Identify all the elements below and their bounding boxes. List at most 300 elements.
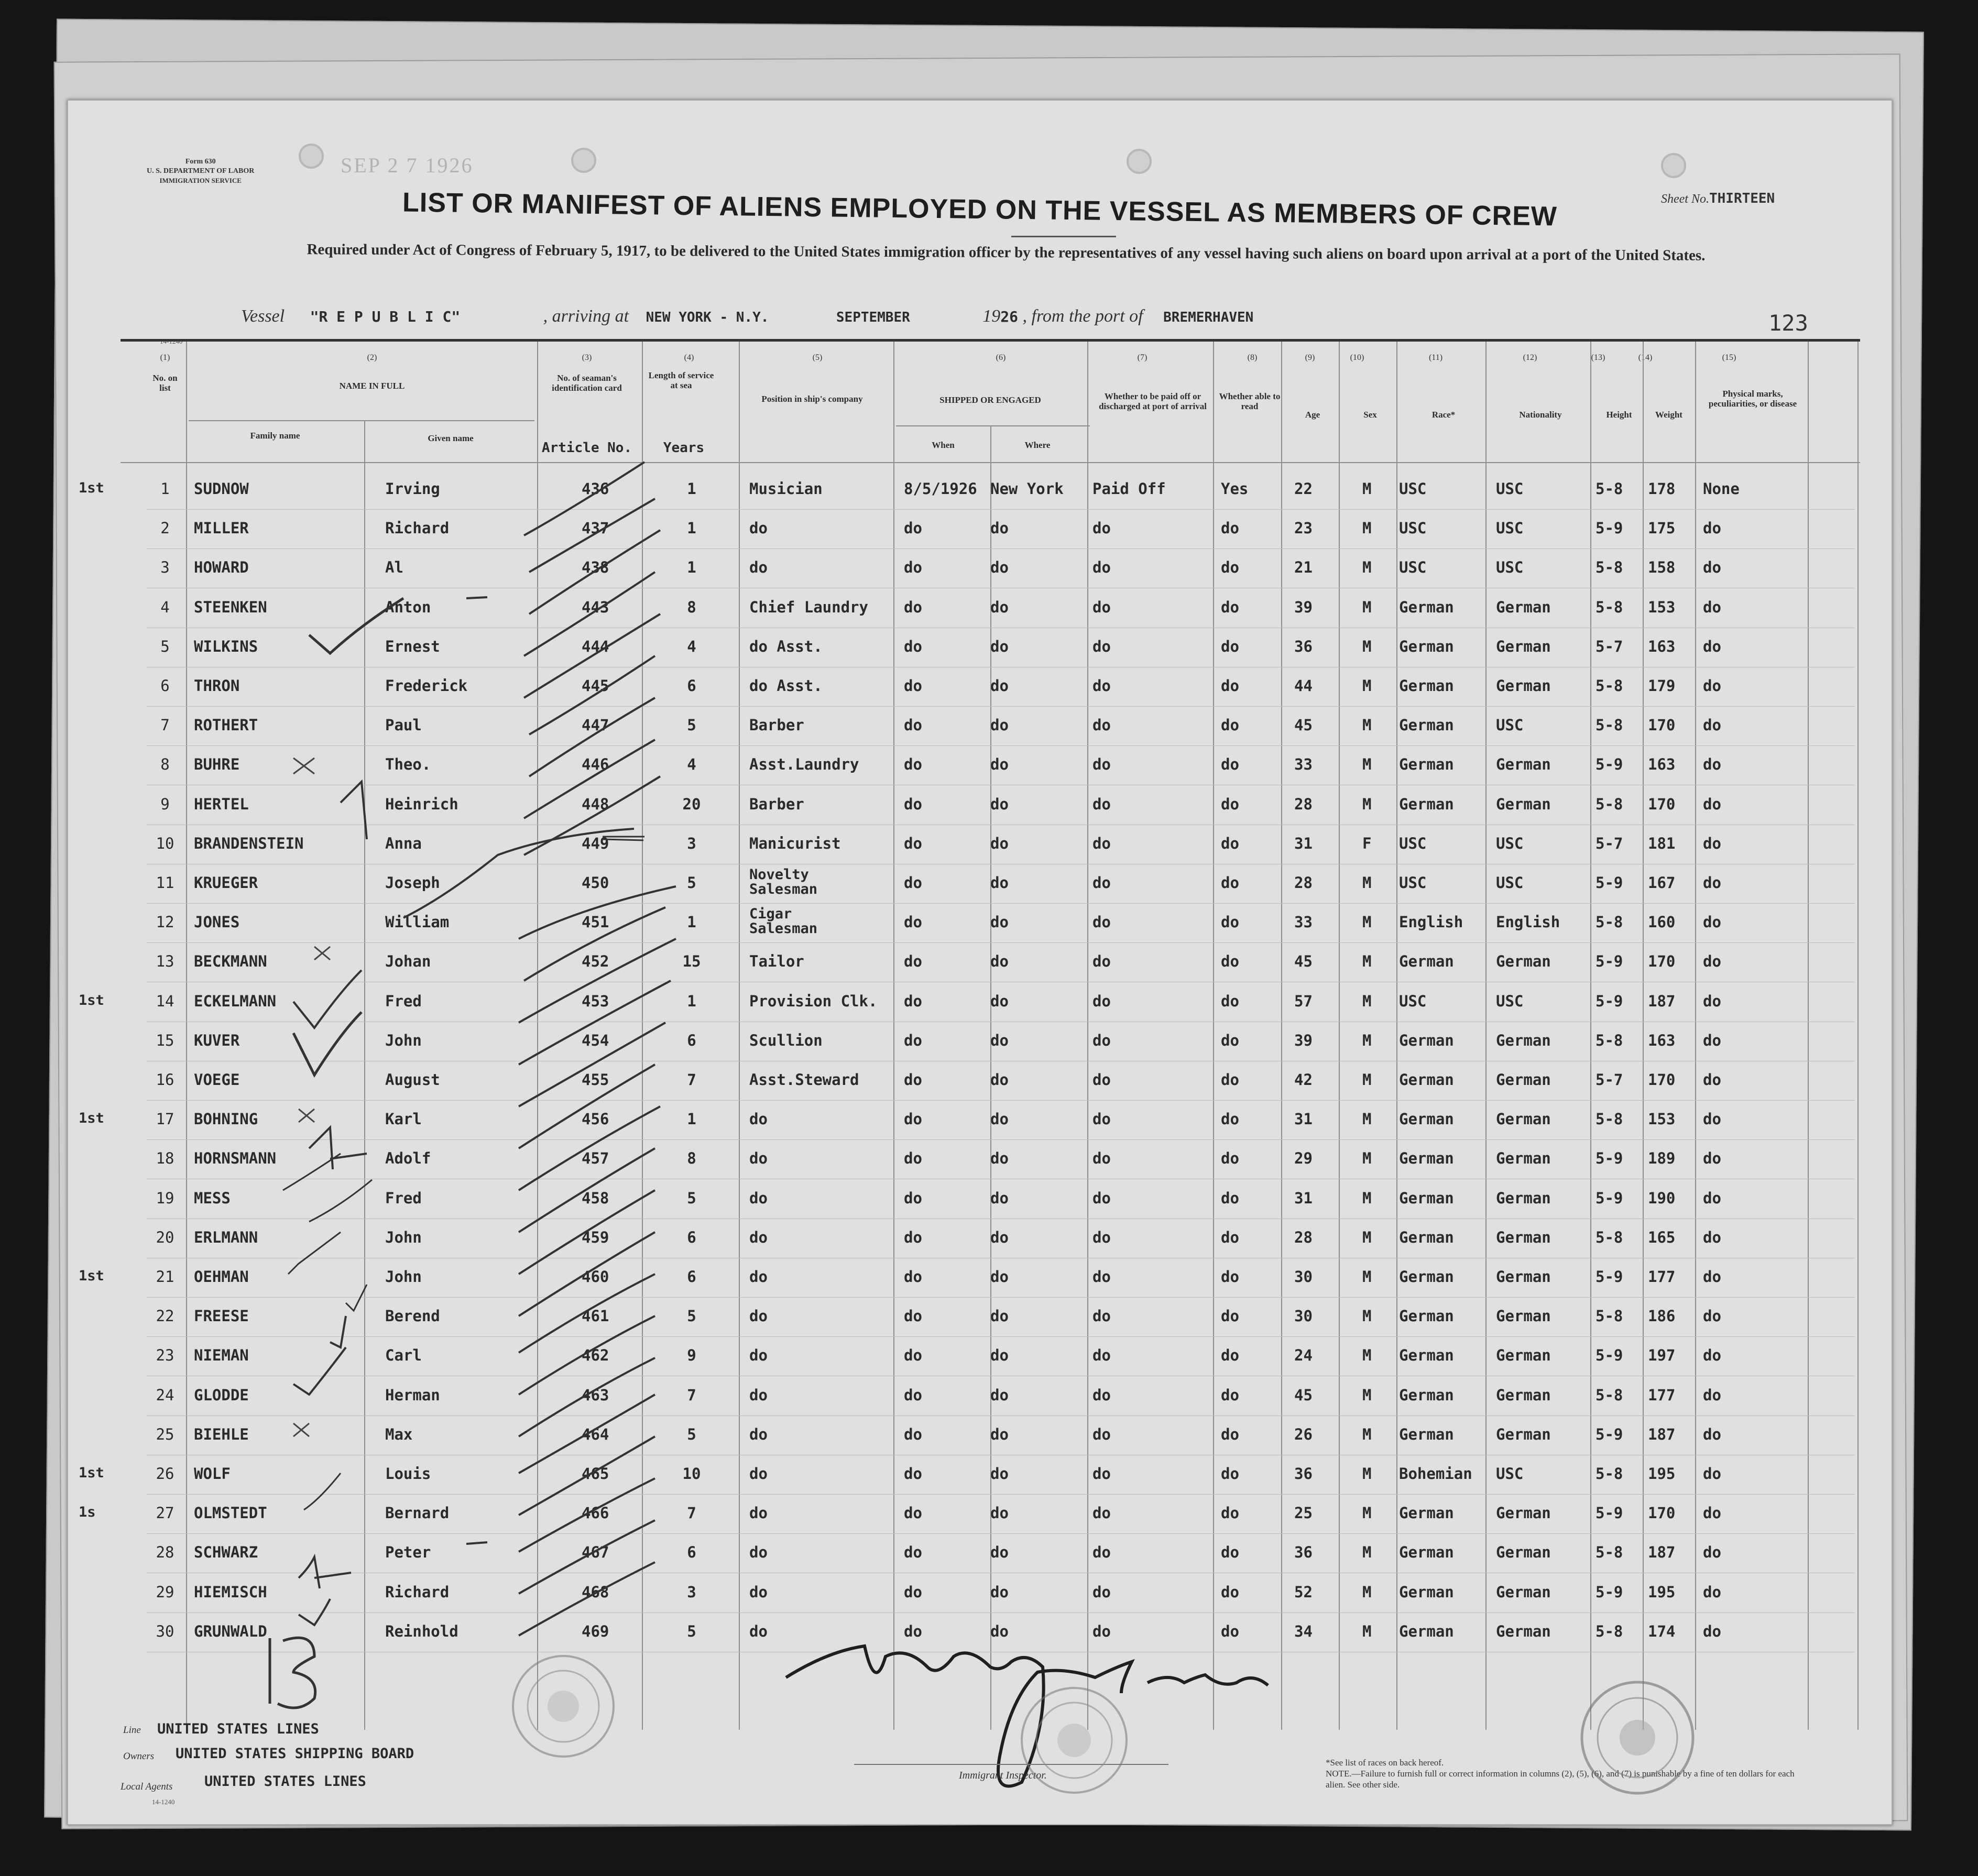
cell-physical: do (1703, 519, 1721, 537)
cell-height: 5-8 (1595, 1228, 1623, 1246)
cell-position: do (749, 1346, 768, 1365)
cell-given: Anna (385, 834, 422, 852)
cell-paid: do (1092, 1543, 1111, 1562)
cell-when: do (904, 1071, 922, 1089)
cell-age: 23 (1294, 519, 1313, 537)
cell-class: 1st (79, 1465, 104, 1481)
cell-physical: do (1703, 874, 1721, 892)
cell-class: 1st (79, 1110, 104, 1127)
cell-physical: do (1703, 1071, 1721, 1089)
column-number: (7) (1137, 353, 1148, 362)
cell-physical: do (1703, 1346, 1721, 1365)
cell-nationality: USC (1496, 519, 1524, 537)
cell-physical: None (1703, 480, 1740, 498)
cell-no: 27 (156, 1504, 174, 1522)
cell-where: do (990, 913, 1009, 931)
cell-given: William (385, 913, 450, 931)
cell-article: 459 (582, 1228, 609, 1246)
header-given-name: Given name (428, 433, 474, 443)
cell-family: WILKINS (194, 637, 258, 655)
cell-class: 1st (79, 1268, 104, 1284)
cell-race: USC (1399, 874, 1427, 892)
cell-sex: M (1362, 1071, 1372, 1089)
cell-nationality: USC (1496, 558, 1524, 577)
cell-physical: do (1703, 952, 1721, 971)
cell-age: 26 (1294, 1425, 1313, 1443)
cell-weight: 170 (1648, 1071, 1676, 1089)
cell-nationality: German (1496, 795, 1551, 813)
agents-value: UNITED STATES LINES (204, 1773, 366, 1790)
cell-family: ROTHERT (194, 716, 258, 734)
cell-physical: do (1703, 1425, 1721, 1443)
cell-paid: do (1092, 1228, 1111, 1246)
header-family-name: Family name (250, 431, 300, 441)
cell-weight: 160 (1648, 913, 1676, 931)
cell-age: 39 (1294, 598, 1313, 616)
header-sex: Sex (1363, 410, 1377, 420)
cell-where: do (990, 1189, 1009, 1207)
cell-race: USC (1399, 480, 1427, 498)
sheet-label: Sheet No. (1661, 192, 1709, 206)
cell-years: 8 (687, 1149, 696, 1168)
cell-weight: 177 (1648, 1268, 1676, 1286)
cell-race: German (1399, 1307, 1454, 1325)
header-length-service: Length of service at sea (648, 370, 714, 390)
cell-physical: do (1703, 755, 1721, 774)
cell-read: do (1221, 1189, 1239, 1207)
cell-article: 445 (582, 677, 609, 695)
cell-years: 5 (687, 716, 696, 734)
cell-race: German (1399, 1425, 1454, 1443)
cell-sex: M (1362, 1543, 1372, 1562)
cell-nationality: USC (1496, 480, 1524, 498)
cell-sex: M (1362, 1228, 1372, 1246)
cell-read: do (1221, 795, 1239, 813)
cell-family: ECKELMANN (194, 992, 277, 1010)
cell-article: 443 (582, 598, 609, 616)
cell-class: 1s (79, 1504, 96, 1521)
cell-age: 42 (1294, 1071, 1313, 1089)
cell-age: 45 (1294, 952, 1313, 971)
cell-paid: do (1092, 1268, 1111, 1286)
cell-nationality: German (1496, 1110, 1551, 1128)
cell-given: Irving (385, 480, 440, 498)
cell-physical: do (1703, 637, 1721, 655)
cell-race: German (1399, 1110, 1454, 1128)
cell-nationality: German (1496, 1189, 1551, 1207)
cell-read: do (1221, 834, 1239, 852)
cell-race: USC (1399, 834, 1427, 852)
header-name-in-full: NAME IN FULL (339, 381, 405, 391)
cell-read: do (1221, 1583, 1239, 1601)
cell-article: 437 (582, 519, 609, 537)
cell-years: 1 (687, 992, 696, 1010)
cell-given: Theo. (385, 755, 431, 774)
cell-position: do (749, 1149, 768, 1168)
cell-nationality: USC (1496, 992, 1524, 1010)
cell-position: do (749, 1268, 768, 1286)
owners-value: UNITED STATES SHIPPING BOARD (176, 1746, 414, 1762)
cell-weight: 153 (1648, 1110, 1676, 1128)
cell-position: Tailor (749, 952, 804, 971)
cell-no: 12 (156, 913, 174, 931)
cell-height: 5-9 (1595, 1268, 1623, 1286)
cell-nationality: German (1496, 598, 1551, 616)
cell-when: do (904, 913, 922, 931)
cell-article: 463 (582, 1386, 609, 1404)
cell-read: do (1221, 1543, 1239, 1562)
sheet-value: THIRTEEN (1709, 191, 1775, 206)
cell-given: Richard (385, 519, 450, 537)
owners-label: Owners (123, 1751, 155, 1762)
cell-article: 457 (582, 1149, 609, 1168)
cell-article: 461 (582, 1307, 609, 1325)
cell-weight: 163 (1648, 1031, 1676, 1049)
cell-article: 451 (582, 913, 609, 931)
cell-no: 1 (160, 480, 170, 498)
cell-years: 6 (687, 1031, 696, 1049)
cell-nationality: German (1496, 1386, 1551, 1404)
cell-paid: do (1092, 952, 1111, 971)
cell-position: do (749, 519, 768, 537)
column-number: (1) (160, 353, 170, 362)
cell-paid: do (1092, 677, 1111, 695)
cell-given: August (385, 1071, 440, 1089)
cell-given: Max (385, 1425, 413, 1443)
cell-nationality: German (1496, 1268, 1551, 1286)
cell-family: BECKMANN (194, 952, 267, 971)
cell-race: German (1399, 1504, 1454, 1522)
cell-article: 469 (582, 1622, 609, 1640)
cell-family: BRANDENSTEIN (194, 834, 304, 852)
cell-read: do (1221, 1622, 1239, 1640)
cell-sex: M (1362, 677, 1372, 695)
column-number: (4) (684, 353, 694, 362)
cell-read: do (1221, 1031, 1239, 1049)
cell-read: do (1221, 558, 1239, 577)
cell-weight: 195 (1648, 1583, 1676, 1601)
column-number: (9) (1305, 353, 1315, 362)
column-number: (5) (812, 353, 823, 362)
cell-no: 16 (156, 1071, 174, 1089)
cell-no: 24 (156, 1386, 174, 1404)
cell-sex: M (1362, 992, 1372, 1010)
cell-when: do (904, 1386, 922, 1404)
cell-nationality: German (1496, 1622, 1551, 1640)
failure-note: NOTE.—Failure to furnish full or correct information in columns (2), (5), (6), and (7) is punishable by a fine of ten dollars for each alien. See other side. (1326, 1769, 1795, 1790)
cell-given: Anton (385, 598, 431, 616)
cell-age: 36 (1294, 637, 1313, 655)
cell-weight: 170 (1648, 952, 1676, 971)
handwritten-marks (68, 101, 1892, 1824)
cell-years: 1 (687, 913, 696, 931)
cell-no: 26 (156, 1465, 174, 1483)
cell-race: German (1399, 716, 1454, 734)
cell-when: do (904, 1189, 922, 1207)
header-age: Age (1305, 410, 1320, 420)
cell-when: do (904, 637, 922, 655)
cell-where: do (990, 677, 1009, 695)
cell-years: 1 (687, 480, 696, 498)
cell-nationality: USC (1496, 874, 1524, 892)
consulate-seal (508, 1651, 618, 1761)
cell-when: do (904, 1268, 922, 1286)
cell-physical: do (1703, 598, 1721, 616)
cell-paid: do (1092, 834, 1111, 852)
cell-read: do (1221, 913, 1239, 931)
vessel-label: Vessel (241, 306, 285, 326)
cell-no: 10 (156, 834, 174, 852)
cell-nationality: German (1496, 1583, 1551, 1601)
cell-read: do (1221, 755, 1239, 774)
cell-where: do (990, 1465, 1009, 1483)
cell-weight: 187 (1648, 1425, 1676, 1443)
cell-race: Bohemian (1399, 1465, 1472, 1483)
cell-weight: 179 (1648, 677, 1676, 695)
cell-height: 5-8 (1595, 913, 1623, 931)
header-where: Where (1024, 440, 1051, 450)
cell-race: German (1399, 1583, 1454, 1601)
cell-years: 20 (682, 795, 701, 813)
cell-no: 5 (160, 637, 170, 655)
cell-given: Joseph (385, 874, 440, 892)
cell-weight: 181 (1648, 834, 1676, 852)
cell-read: do (1221, 1346, 1239, 1365)
cell-read: do (1221, 677, 1239, 695)
consulate-seal (1017, 1683, 1132, 1798)
cell-no: 18 (156, 1149, 174, 1168)
cell-no: 6 (160, 677, 170, 695)
cell-read: do (1221, 1071, 1239, 1089)
cell-family: GRUNWALD (194, 1622, 267, 1640)
cell-where: do (990, 1228, 1009, 1246)
cell-no: 23 (156, 1346, 174, 1365)
cell-nationality: German (1496, 677, 1551, 695)
cell-height: 5-8 (1595, 1465, 1623, 1483)
cell-article: 462 (582, 1346, 609, 1365)
cell-age: 33 (1294, 755, 1313, 774)
cell-height: 5-8 (1595, 1110, 1623, 1128)
cell-position: Provision Clk. (749, 992, 878, 1010)
cell-read: do (1221, 1504, 1239, 1522)
cell-age: 28 (1294, 874, 1313, 892)
cell-read: do (1221, 1228, 1239, 1246)
cell-physical: do (1703, 1149, 1721, 1168)
cell-weight: 170 (1648, 1504, 1676, 1522)
cell-given: Richard (385, 1583, 450, 1601)
cell-paid: do (1092, 598, 1111, 616)
cell-sex: M (1362, 637, 1372, 655)
cell-read: Yes (1221, 480, 1249, 498)
vessel-name: "R E P U B L I C" (310, 308, 461, 325)
cell-when: do (904, 952, 922, 971)
cell-family: ERLMANN (194, 1228, 258, 1246)
cell-height: 5-8 (1595, 1031, 1623, 1049)
cell-no: 19 (156, 1189, 174, 1207)
cell-nationality: English (1496, 913, 1560, 931)
cell-read: do (1221, 637, 1239, 655)
cell-read: do (1221, 1268, 1239, 1286)
cell-weight: 163 (1648, 637, 1676, 655)
cell-race: German (1399, 1071, 1454, 1089)
cell-read: do (1221, 1307, 1239, 1325)
cell-race: German (1399, 637, 1454, 655)
cell-position: do (749, 1622, 768, 1640)
cell-physical: do (1703, 1189, 1721, 1207)
cell-sex: M (1362, 1386, 1372, 1404)
cell-sex: M (1362, 598, 1372, 616)
cell-no: 7 (160, 716, 170, 734)
cell-where: do (990, 598, 1009, 616)
from-label: , from the port of (1022, 306, 1143, 326)
cell-nationality: German (1496, 952, 1551, 971)
cell-paid: do (1092, 637, 1111, 655)
cell-years: 10 (682, 1465, 701, 1483)
cell-height: 5-8 (1595, 677, 1623, 695)
cell-read: do (1221, 1386, 1239, 1404)
cell-article: 455 (582, 1071, 609, 1089)
cell-where: do (990, 558, 1009, 577)
cell-years: 6 (687, 677, 696, 695)
header-shipped-engaged: SHIPPED OR ENGAGED (939, 395, 1041, 405)
cell-article: 444 (582, 637, 609, 655)
cell-years: 6 (687, 1268, 696, 1286)
cell-when: do (904, 1425, 922, 1443)
cell-sex: M (1362, 1149, 1372, 1168)
cell-weight: 158 (1648, 558, 1676, 577)
cell-years: 5 (687, 1307, 696, 1325)
cell-where: New York (990, 480, 1064, 498)
header-race: Race* (1431, 410, 1456, 420)
cell-position: do (749, 1189, 768, 1207)
cell-physical: do (1703, 558, 1721, 577)
cell-race: USC (1399, 519, 1427, 537)
inspector-label: Immigrant Inspector. (959, 1770, 1047, 1781)
cell-years: 1 (687, 519, 696, 537)
year-prefix: 19 (982, 306, 1001, 326)
line-label: Line (123, 1725, 141, 1736)
cell-class: 1st (79, 480, 104, 496)
cell-race: German (1399, 1149, 1454, 1168)
cell-sex: M (1362, 558, 1372, 577)
cell-when: do (904, 519, 922, 537)
cell-sex: M (1362, 1189, 1372, 1207)
cell-family: JONES (194, 913, 240, 931)
year-suffix: 26 (1000, 308, 1018, 325)
cell-age: 36 (1294, 1543, 1313, 1562)
cell-age: 22 (1294, 480, 1313, 498)
cell-paid: do (1092, 1583, 1111, 1601)
cell-height: 5-9 (1595, 755, 1623, 774)
cell-family: WOLF (194, 1465, 231, 1483)
form-code: 14-1240 (160, 337, 183, 345)
cell-where: do (990, 1110, 1009, 1128)
cell-article: 446 (582, 755, 609, 774)
cell-paid: do (1092, 1504, 1111, 1522)
cell-paid: do (1092, 1031, 1111, 1049)
cell-where: do (990, 1504, 1009, 1522)
cell-position: Cigar Salesman (749, 906, 818, 937)
cell-height: 5-8 (1595, 1622, 1623, 1640)
cell-no: 30 (156, 1622, 174, 1640)
cell-race: German (1399, 952, 1454, 971)
cell-when: do (904, 1622, 922, 1640)
cell-given: Karl (385, 1110, 422, 1128)
cell-given: Berend (385, 1307, 440, 1325)
department: U. S. DEPARTMENT OF LABOR (147, 167, 255, 175)
cell-age: 33 (1294, 913, 1313, 931)
cell-weight: 165 (1648, 1228, 1676, 1246)
cell-sex: M (1362, 1465, 1372, 1483)
column-number: (14) (1638, 353, 1653, 362)
page-title: LIST OR MANIFEST OF ALIENS EMPLOYED ON THE VESSEL AS MEMBERS OF CREW (402, 187, 1558, 232)
cell-position: Barber (749, 716, 804, 734)
cell-weight: 177 (1648, 1386, 1676, 1404)
cell-paid: do (1092, 558, 1111, 577)
cell-nationality: German (1496, 1425, 1551, 1443)
cell-paid: Paid Off (1092, 480, 1166, 498)
cell-paid: do (1092, 519, 1111, 537)
cell-read: do (1221, 716, 1239, 734)
cell-no: 21 (156, 1268, 174, 1286)
cell-read: do (1221, 1425, 1239, 1443)
cell-paid: do (1092, 755, 1111, 774)
cell-article: 450 (582, 874, 609, 892)
cell-when: do (904, 992, 922, 1010)
cell-family: SCHWARZ (194, 1543, 258, 1562)
cell-age: 52 (1294, 1583, 1313, 1601)
cell-physical: do (1703, 1583, 1721, 1601)
cell-age: 30 (1294, 1307, 1313, 1325)
header-paid-off: Whether to be paid off or discharged at port of arrival (1099, 391, 1207, 411)
cell-no: 2 (160, 519, 170, 537)
arriving-label: , arriving at (543, 306, 629, 326)
cell-when: do (904, 716, 922, 734)
cell-paid: do (1092, 716, 1111, 734)
column-number: (12) (1523, 353, 1537, 362)
cell-nationality: German (1496, 1031, 1551, 1049)
cell-nationality: German (1496, 1504, 1551, 1522)
cell-article: 453 (582, 992, 609, 1010)
cell-age: 31 (1294, 1110, 1313, 1128)
cell-article: 466 (582, 1504, 609, 1522)
cell-when: do (904, 1149, 922, 1168)
cell-paid: do (1092, 992, 1111, 1010)
cell-no: 9 (160, 795, 170, 813)
cell-sex: M (1362, 952, 1372, 971)
cell-given: Reinhold (385, 1622, 458, 1640)
cell-weight: 187 (1648, 992, 1676, 1010)
cell-paid: do (1092, 1149, 1111, 1168)
cell-where: do (990, 637, 1009, 655)
cell-when: do (904, 1465, 922, 1483)
cell-given: Paul (385, 716, 422, 734)
cell-years: 6 (687, 1543, 696, 1562)
cell-no: 11 (156, 874, 174, 892)
cell-article: 454 (582, 1031, 609, 1049)
cell-nationality: German (1496, 1543, 1551, 1562)
cell-paid: do (1092, 795, 1111, 813)
cell-race: USC (1399, 558, 1427, 577)
cell-weight: 178 (1648, 480, 1676, 498)
line-value: UNITED STATES LINES (157, 1721, 319, 1737)
cell-race: German (1399, 1228, 1454, 1246)
cell-paid: do (1092, 913, 1111, 931)
cell-weight: 170 (1648, 795, 1676, 813)
cell-age: 57 (1294, 992, 1313, 1010)
cell-article: 464 (582, 1425, 609, 1443)
cell-nationality: USC (1496, 1465, 1524, 1483)
